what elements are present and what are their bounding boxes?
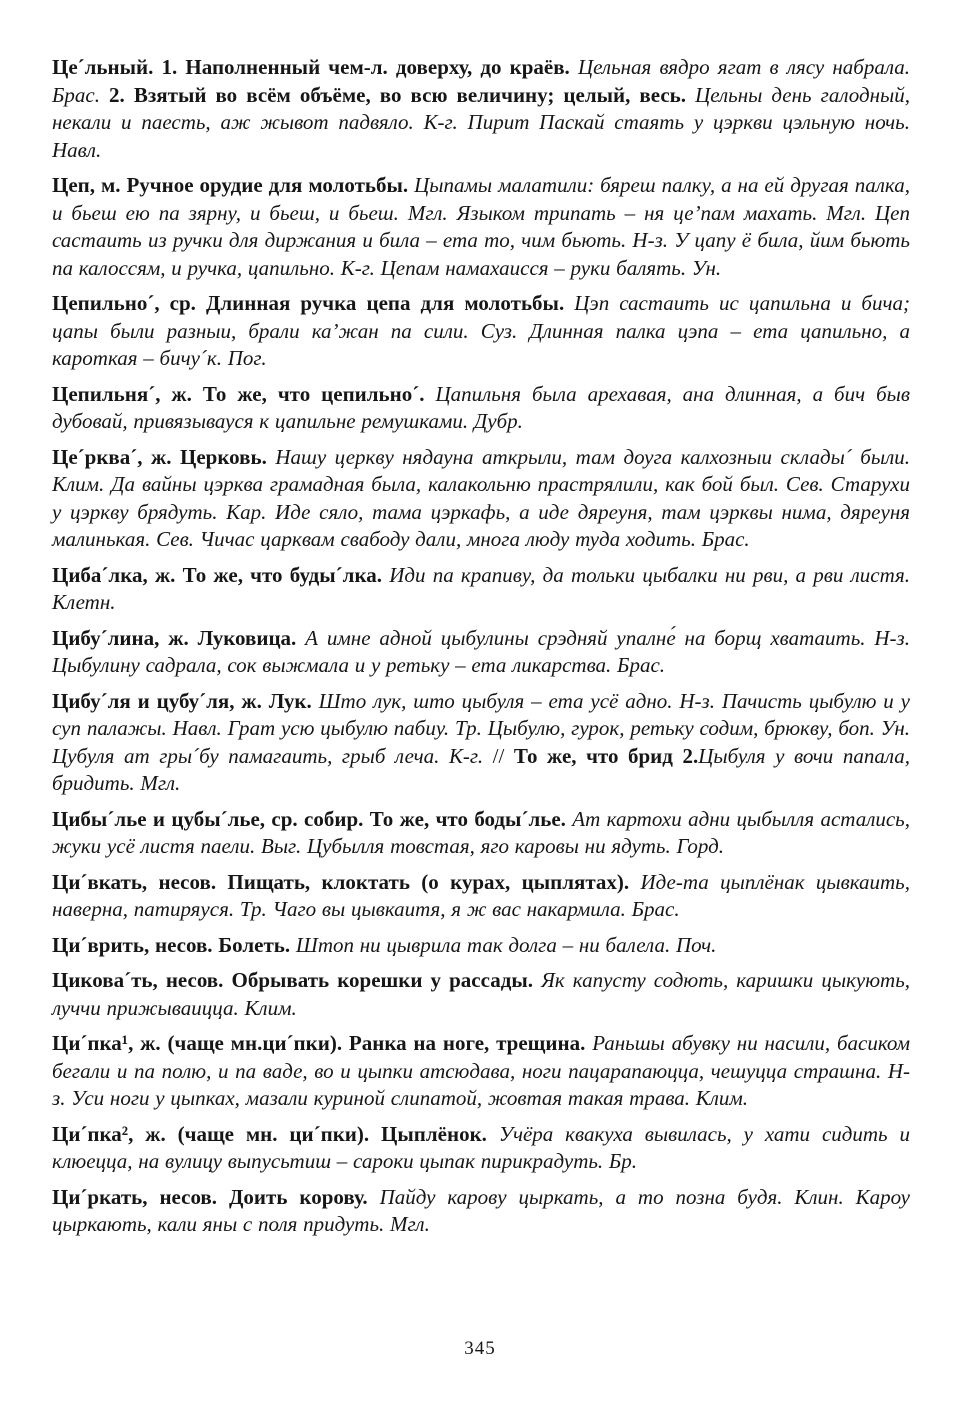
entry-example: Цыбуля у вочи папала, бридить. Мгл. <box>52 743 911 795</box>
entry-example: Иди па крапиву, да тольки цыбалки ни рви, а рви листя. Клетн. <box>52 562 910 614</box>
entry-headword-definition: Це´рква´, ж. Церковь. <box>52 444 276 469</box>
entry-example: Што лук, што цыбуля – ета усё адно. Н-з. Пачисть цыбулю и у суп палажы. Навл. Грат усю цыбулю пабиу. Тр. Цыбулю, гурок, ретьку содим, брюкву, боп. Ун. Цубуля ат гры´бу памагаить, грыб леча. К-г. <box>52 688 910 768</box>
entries-list <box>52 54 910 1247</box>
entry-example: Цельная вядро ягат в лясу набрала. Брас. <box>52 55 910 107</box>
entry-example: Иде-та цыплёнак цывкаить, наверна, патиряуся. Тр. Чаго вы цывкаитя, я ж вас накармила. Брас. <box>52 869 910 921</box>
dictionary-entry <box>52 625 910 680</box>
entry-headword-definition: Це´льный. 1. Наполненный чем-л. доверху, до краёв. <box>52 55 578 79</box>
entry-headword-definition: Цеп, м. Ручное орудие для молотьбы. <box>52 173 415 197</box>
entry-headword-definition: Ци´пка², ж. (чаще мн. ци´пки). Цыплёнок. <box>52 1121 499 1146</box>
entry-headword-definition: Ци´пка¹, ж. (чаще мн.ци´пки). Ранка на ноге, трещина. <box>52 1031 593 1055</box>
dictionary-entry <box>52 806 910 861</box>
dictionary-entry <box>52 562 910 617</box>
dictionary-entry <box>52 444 910 554</box>
entry-example: Учёра квакуха вывилась, у хати сидить и клюецца, на вулицу выпусьтиш – сароки цыпак пирикрадуть. Бр. <box>52 1121 910 1173</box>
entry-headword-definition: Цикова´ть, несов. Обрывать корешки у рассады. <box>52 968 542 992</box>
dictionary-entry <box>52 172 910 282</box>
entry-example: Як капусту содють, каришки цыкують, луччи прижываицца. Клим. <box>52 968 911 1020</box>
entry-headword-definition: Циба´лка, ж. То же, что буды´лка. <box>52 562 390 587</box>
entry-example: Цельны день галодный, некали и паесть, аж жывот падвяло. К-г. Пирит Паскай стаять у цэркви цэльную ночь. Навл. <box>52 82 910 162</box>
entry-headword-definition: Ци´вкать, несов. Пищать, клоктать (о курах, цыплятах). <box>52 869 641 894</box>
entry-definition: То же, что брид 2. <box>513 743 699 768</box>
dictionary-entry <box>52 1030 910 1113</box>
entry-example: Штоп ни цыврила так долга – ни балела. Поч. <box>295 932 717 957</box>
dictionary-entry <box>52 381 910 436</box>
entry-example: А имне адной цыбулины срэдняй упалне́ на борщ хватаить. Н-з. Цыбулину садрала, сок выжмала и у ретьку – ета ликарства. Брас. <box>52 625 910 677</box>
entry-headword-definition: Цепильня´, ж. То же, что цепильно´. <box>52 381 436 406</box>
dictionary-entry <box>52 869 910 924</box>
dictionary-entry <box>52 967 910 1022</box>
entry-headword-definition: Ци´врить, несов. Болеть. <box>52 932 296 957</box>
entry-headword-definition: Цепильно´, ср. Длинная ручка цепа для молотьбы. <box>52 291 575 315</box>
dictionary-entry <box>52 1121 910 1176</box>
page-number: 345 <box>464 1338 496 1359</box>
entry-definition: 2. Взятый во всём объёме, во всю величину; целый, весь. <box>109 82 696 107</box>
entry-example: Ат картохи адни цыбылля астались, жуки усё листя паели. Выг. Цубылля товстая, яго каровы ни ядуть. Горд. <box>52 806 910 858</box>
dictionary-entry <box>52 54 910 164</box>
entry-example: Раньшы абувку ни насили, басиком бегали и па полю, и па ваде, во и цыпки атсюдава, ноги пацарапаюцца, чешуцца страшна. Н-з. Уси ноги у цыпках, мазали куриной слипатой, жовтая такая трава. Клим. <box>52 1031 910 1110</box>
dictionary-entry <box>52 290 910 373</box>
entry-headword-definition: Цибу´ля и цубу´ля, ж. Лук. <box>52 688 319 713</box>
entry-headword-definition: Цибы´лье и цубы´лье, ср. собир. То же, что боды´лье. <box>52 806 573 831</box>
entry-headword-definition: Цибу´лина, ж. Луковица. <box>52 625 306 650</box>
entry-example: Цыпамы малатили: бяреш палку, а на ей другая палка, и бьеш ею па зярну, и бьеш, и бьеш. Мгл. Языком трипать – ня це’пам махать. Мгл. Цеп састаить из ручки для диржания и била – ета то, чим бьють. Н-з. У цапу ё била, йим бьють па калоссям, и ручка, цапильно. К-г. Цепам намахаисся – руки балять. Ун. <box>52 173 910 280</box>
dictionary-entry <box>52 1184 910 1239</box>
entry-example: Пайду карову цыркать, а то позна будя. Клин. Кароу цыркають, кали яны с поля придуть. Мгл. <box>52 1184 910 1236</box>
entry-example: Цэп састаить ис цапильна и бича; цапы были разныи, брали ка’жан па сили. Суз. Длинная палка цэпа – ета цапильно, а кароткая – бичу´к. Пог. <box>52 291 911 370</box>
entry-example: Нашу церкву нядауна аткрыли, там доуга калхозныи склады´ были. Клим. Да вайны цэрква грамадная была, калакольню прастрялили, как бой был. Сев. Старухи у цэркву брядуть. Кар. Иде сяло, тама цэркафь, а иде дяреуня, там цэрквы нима, дяреуня малинькая. Сев. Чичас царквам свабоду дали, многа люду туда ходить. Брас. <box>52 444 910 551</box>
entry-headword-definition: Ци´ркать, несов. Доить корову. <box>52 1184 380 1209</box>
dictionary-entry <box>52 688 910 798</box>
dictionary-entry <box>52 932 910 960</box>
entry-separator: // <box>492 743 514 768</box>
entry-example: Цапильня была арехавая, ана длинная, а бич быв дубовай, привязывауся к цапильне ремушками. Дубр. <box>52 381 910 433</box>
